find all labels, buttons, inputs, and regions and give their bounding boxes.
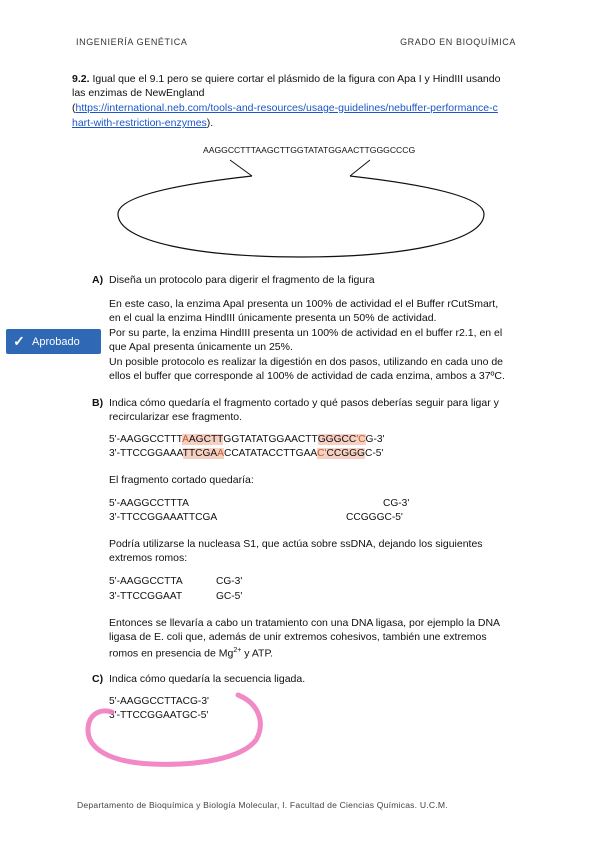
blunt-top-right: CG-3' xyxy=(216,576,243,587)
cut-top-left: 5'-AAGGCCTTTA xyxy=(109,498,189,509)
hindiii-site-top: AAGCTT xyxy=(182,434,224,445)
s1-text-2: extremos romos: xyxy=(109,552,188,564)
top-strand: 5'-AAGGCCTTTAAGCTTGGTATATGGAACTTGGGCC'CG-3' xyxy=(109,434,385,445)
part-c-label: C) xyxy=(92,673,104,685)
blunt-bottom-left: 3'-TTCCGGAAT xyxy=(109,591,183,602)
header-subject: INGENIERÍA GENÉTICA xyxy=(76,37,188,47)
part-a-prompt: Diseña un protocolo para digerir el fragmento de la figura xyxy=(109,274,375,286)
blunt-bottom-right: GC-5' xyxy=(216,591,243,602)
question-number: 9.2. xyxy=(72,73,90,85)
plasmid-sequence: AAGGCCTTTAAGCTTGGTATATGGAACTTGGGCCCG xyxy=(203,145,416,155)
part-a-answer-6: ellos el buffer que corresponde al 100% de actividad de cada enzima, ambos a 37ºC. xyxy=(109,370,505,382)
question-link-line-2: hart-with-restriction-enzymes). xyxy=(72,117,214,129)
question-text: Igual que el 9.1 pero se quiere cortar el plásmido de la figura con Apa I y HindIII usando xyxy=(92,73,501,85)
apai-site-top: GGGCC'C xyxy=(317,434,366,445)
bottom-strand: 3'-TTCCGGAAATTCGAACCATATACCTTGAAC'CCGGGC-5' xyxy=(109,448,384,459)
mg-charge: 2+ xyxy=(233,647,242,654)
cut-top-right: CG-3' xyxy=(383,498,410,509)
ligase-text-1: Entonces se llevaría a cabo un tratamiento con una DNA ligasa, por ejemplo la DNA xyxy=(109,617,501,629)
cut-bottom-left: 3'-TTCCGGAAATTCGA xyxy=(109,512,218,523)
ligase-text-3: romos en presencia de $Mg^{2+}$ y ATP. xyxy=(109,647,274,660)
part-c-prompt: Indica cómo quedaría la secuencia ligada. xyxy=(109,673,306,685)
part-a-label: A) xyxy=(92,274,104,286)
part-b-label: B) xyxy=(92,397,104,409)
part-b-prompt-1: Indica cómo quedaría el fragmento cortado y qué pasos deberías seguir para ligar y xyxy=(109,397,499,409)
ligated-top-strand: 5'-AAGGCCTTACG-3' xyxy=(109,696,209,707)
cut-bottom-right: CCGGGC-5' xyxy=(346,512,403,523)
question-link-line-1: (https://international.neb.com/tools-and-resources/usage-guidelines/nebuffer-performance-c xyxy=(72,102,498,114)
footer-department: Departamento de Bioquímica y Biología Molecular, I. Facultad de Ciencias Químicas. U.C.M. xyxy=(77,800,448,810)
part-a-answer-1: En este caso, la enzima ApaI presenta un 100% de actividad el el Buffer rCutSmart, xyxy=(109,298,499,310)
part-a-answer-5: Un posible protocolo es realizar la digestión en dos pasos, utilizando en cada uno de xyxy=(109,356,504,368)
ligase-text-2: ligasa de E. coli que, además de unir extremos cohesivos, también une extremos xyxy=(109,631,487,643)
check-icon: ✓ xyxy=(13,333,25,349)
part-a-answer-2: en el cual la enzima HindIII únicamente presenta un 50% de actividad. xyxy=(109,312,437,324)
ligated-bottom-strand: 3'-TTCCGGAATGC-5' xyxy=(109,710,209,721)
blunt-top-left: 5'-AAGGCCTTA xyxy=(109,576,183,587)
neb-link[interactable]: https://international.neb.com/tools-and-resources/usage-guidelines/nebuffer-performance-c xyxy=(75,102,498,114)
part-b-prompt-2: recircularizar ese fragmento. xyxy=(109,411,243,423)
approved-label: Aprobado xyxy=(32,335,80,348)
apai-site-bottom: C'CCGGG xyxy=(317,448,365,459)
neb-link-continued[interactable]: hart-with-restriction-enzymes xyxy=(72,117,207,129)
s1-text-1: Podría utilizarse la nucleasa S1, que actúa sobre ssDNA, dejando los siguientes xyxy=(109,538,483,550)
header-degree: GRADO EN BIOQUÍMICA xyxy=(400,37,516,47)
cut-fragment-label: El fragmento cortado quedaría: xyxy=(109,474,254,486)
question-line-2: las enzimas de NewEngland xyxy=(72,87,205,99)
part-a-answer-3: Por su parte, la enzima HindIII presenta un 100% de actividad en el buffer r2.1, en el xyxy=(109,327,503,339)
hindiii-site-bottom: TTCGAA xyxy=(182,448,224,459)
part-a-answer-4: que ApaI presenta únicamente un 25%. xyxy=(109,341,293,353)
